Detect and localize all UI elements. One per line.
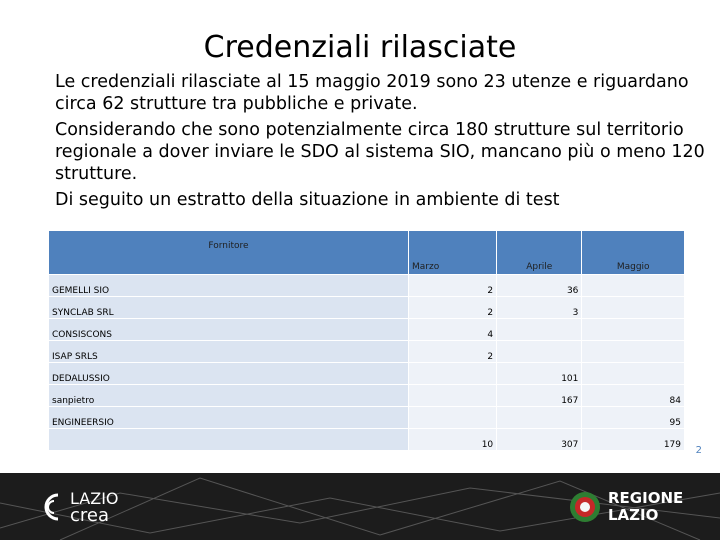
regione-lazio-emblem-icon [568,490,602,524]
total-marzo: 10 [409,429,496,450]
left-logo-line2: crea [70,505,110,526]
table-row [49,275,684,296]
value-aprile [497,341,581,362]
table-row [49,297,684,318]
supplier-name: SYNCLAB SRL [49,297,408,318]
lazio-crea-emblem-icon [36,489,64,525]
value-marzo [409,407,496,428]
value-maggio: 84 [582,385,684,406]
header-marzo: Marzo [409,231,496,274]
table-row [49,385,684,406]
totals-label [49,429,408,450]
total-aprile: 307 [497,429,581,450]
page-number: 2 [695,445,702,456]
header-maggio: Maggio [582,231,684,274]
value-marzo [409,385,496,406]
value-maggio [582,341,684,362]
table-header-row [49,231,684,274]
paragraph-1: Le credenziali rilasciate al 15 maggio 2019 sono 23 utenze e riguardano circa 62 strutture tra pubbliche e private. [55,72,689,114]
suppliers-table [48,230,685,451]
value-marzo: 4 [409,319,496,340]
value-aprile [497,319,581,340]
value-marzo [409,363,496,384]
left-logo-line1: LAZIO [70,489,119,508]
value-marzo: 2 [409,341,496,362]
supplier-name: sanpietro [49,385,408,406]
right-logo-line1: REGIONE [608,489,684,507]
value-aprile: 3 [497,297,581,318]
table-row [49,319,684,340]
table-row [49,363,684,384]
header-aprile: Aprile [497,231,581,274]
totals-row [49,429,684,450]
table-row [49,341,684,362]
header-fornitore: Fornitore [49,231,408,274]
value-maggio [582,275,684,296]
paragraph-3: Di seguito un estratto della situazione in ambiente di test [55,190,560,210]
value-aprile [497,407,581,428]
value-marzo: 2 [409,275,496,296]
value-maggio: 95 [582,407,684,428]
paragraph-2: Considerando che sono potenzialmente circa 180 strutture sul territorio regionale a dover inviare le SDO al sistema SIO, mancano più o meno 120 strutture. [55,120,705,184]
value-aprile: 101 [497,363,581,384]
slide-body [55,71,705,215]
value-marzo: 2 [409,297,496,318]
slide-title: Credenziali rilasciate [203,30,517,65]
value-maggio [582,363,684,384]
regione-lazio-logo [568,487,683,527]
right-logo-line2: LAZIO [608,506,659,524]
table-row [49,407,684,428]
value-maggio [582,297,684,318]
supplier-name: ENGINEERSIO [49,407,408,428]
supplier-name: CONSISCONS [49,319,408,340]
value-maggio [582,319,684,340]
footer-bar [0,473,720,540]
lazio-crea-logo [36,487,119,527]
value-aprile: 167 [497,385,581,406]
total-maggio: 179 [582,429,684,450]
supplier-name: ISAP SRLS [49,341,408,362]
supplier-name: DEDALUSSIO [49,363,408,384]
value-aprile: 36 [497,275,581,296]
supplier-name: GEMELLI SIO [49,275,408,296]
